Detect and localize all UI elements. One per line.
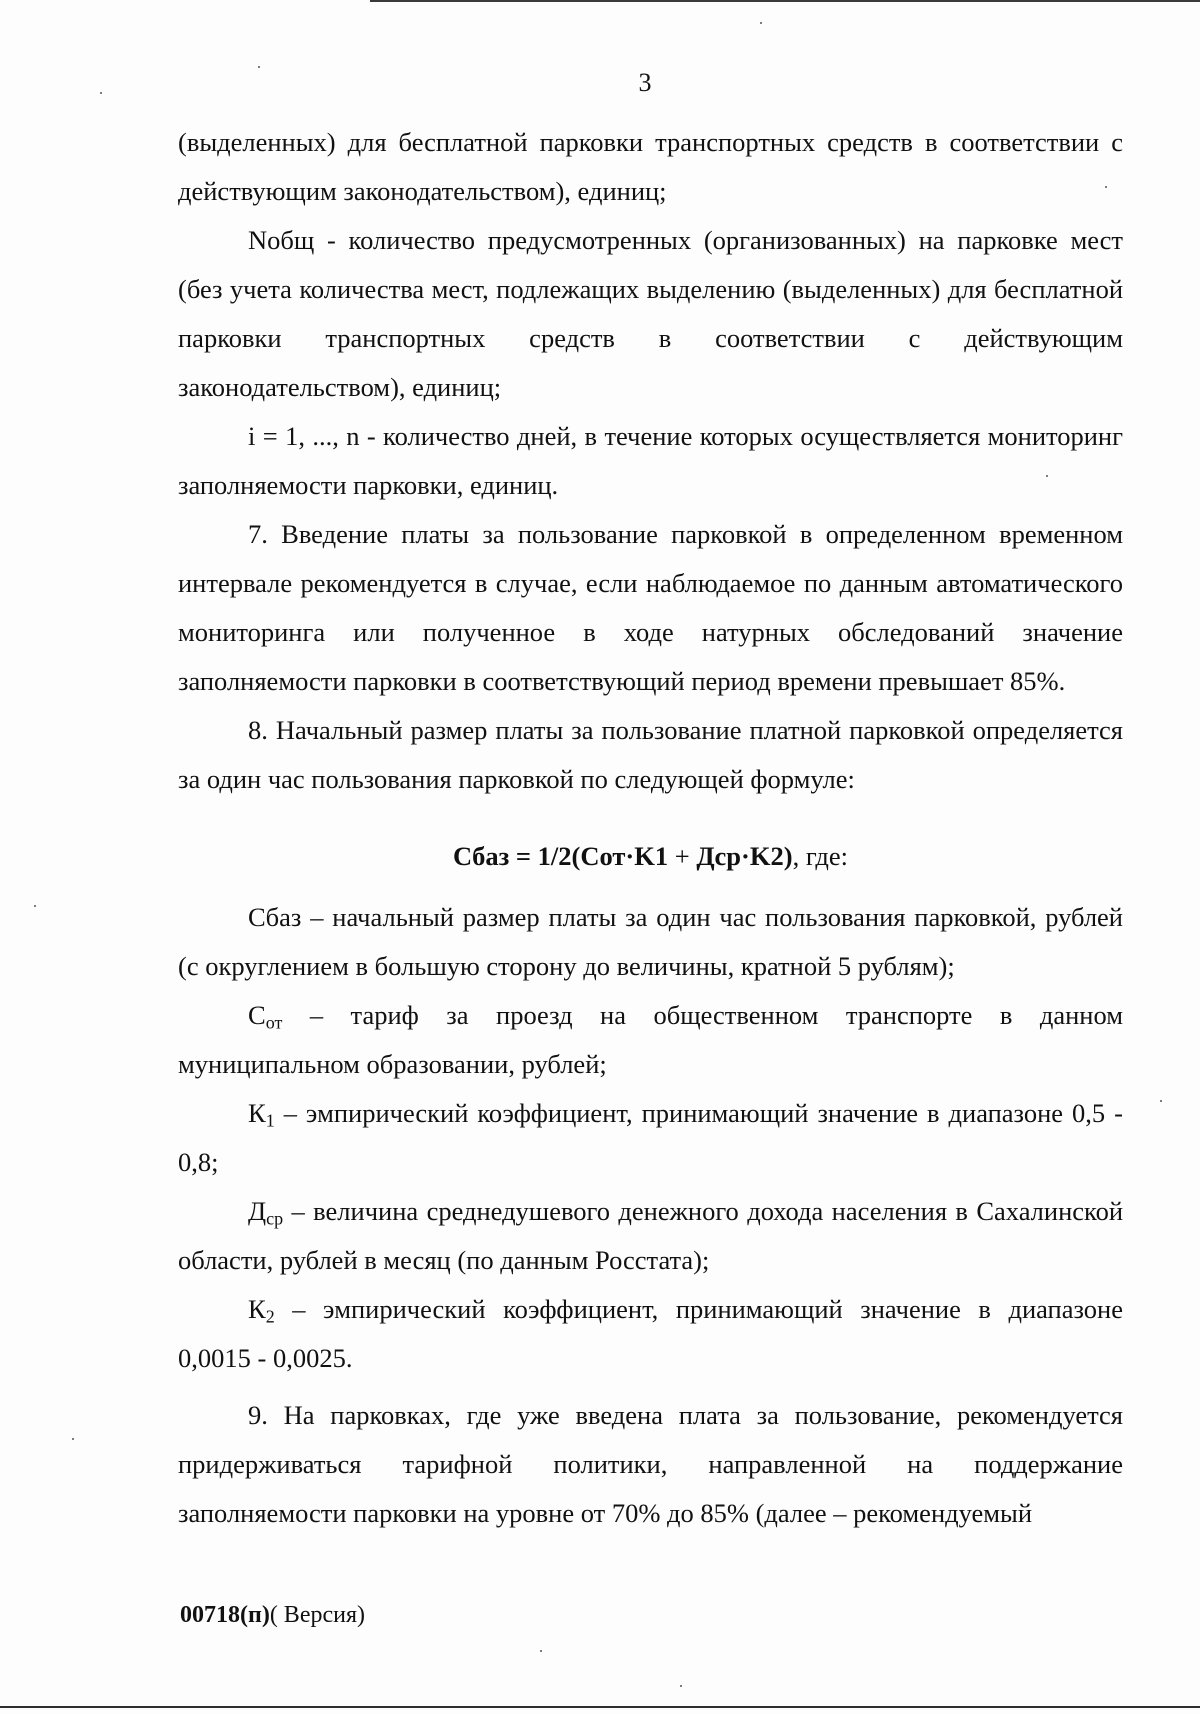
- definition-k1-symbol: К: [248, 1098, 266, 1128]
- formula-where: , где:: [792, 841, 849, 871]
- scan-edge-top: [370, 0, 1200, 2]
- page-number: 3: [638, 68, 652, 97]
- formula-c-base: Cбаз: [452, 841, 510, 871]
- definition-c-base-symbol: Cбаз: [248, 902, 302, 932]
- definition-k1-subscript: 1: [265, 1110, 275, 1131]
- paragraph-item-8: 8. Начальный размер платы за пользование платной парковкой определяется за один час пользования парковкой по следующей формуле:: [178, 715, 1123, 794]
- definition-c-ot-symbol: С: [248, 1000, 266, 1030]
- formula-dot-1: ·: [625, 841, 635, 871]
- scan-speck: [1046, 475, 1048, 477]
- definition-k2-text: – эмпирический коэффициент, принимающий значение в диапазоне 0,0015 - 0,0025.: [178, 1294, 1123, 1373]
- scan-speck: [72, 1438, 74, 1440]
- formula-plus: +: [668, 841, 697, 871]
- document-body: [178, 118, 1123, 1538]
- scan-speck: [258, 66, 260, 68]
- definition-c-ot-subscript: от: [265, 1012, 283, 1033]
- definition-d-sr-symbol: Д: [248, 1196, 267, 1226]
- definition-k2: [178, 1285, 1123, 1383]
- definition-d-sr-subscript: ср: [266, 1208, 284, 1229]
- definition-c-base-text: – начальный размер платы за один час пользования парковкой, рублей (с округлением в большую сторону до величины, кратной 5 рублям);: [178, 902, 1123, 981]
- definition-c-base: [178, 893, 1123, 991]
- scan-speck: [760, 22, 762, 24]
- scan-speck: [540, 1650, 542, 1652]
- definition-d-sr-text: – величина среднедушевого денежного дохода населения в Сахалинской области, рублей в месяц (по данным Росстата);: [178, 1196, 1123, 1275]
- definition-k1: [178, 1089, 1123, 1187]
- formula-dot-2: ·: [741, 841, 750, 871]
- definition-k2-subscript: 2: [265, 1306, 275, 1327]
- definition-c-ot: [178, 991, 1123, 1089]
- scan-speck: [680, 1685, 682, 1687]
- paragraph-item-7: 7. Введение платы за пользование парковкой в определенном временном интервале рекомендуется в случае, если наблюдаемое по данным автоматического мониторинга или полученное в ходе натурных обследований значение заполняемости парковки в соответствующий период времени превышает 85%.: [178, 519, 1123, 696]
- formula-d-sr: Дср: [696, 841, 742, 871]
- definition-c-ot-text: – тариф за проезд на общественном транспорте в данном муниципальном образовании, рублей;: [178, 1000, 1123, 1079]
- footer-version-label: ( Версия): [269, 1602, 365, 1628]
- scan-speck: [1160, 1100, 1162, 1102]
- formula-k1: K1: [634, 841, 669, 871]
- scan-edge-bottom: [0, 1706, 1200, 1708]
- definition-k1-text: – эмпирический коэффициент, принимающий значение в диапазоне 0,5 - 0,8;: [178, 1098, 1123, 1177]
- document-footer: [180, 1602, 365, 1629]
- footer-doc-code: 00718(п): [180, 1602, 270, 1628]
- formula-close: ): [783, 841, 793, 871]
- paragraph-n-total: Nобщ - количество предусмотренных (организованных) на парковке мест (без учета количества мест, подлежащих выделению (выделенных) для бесплатной парковки транспортных средств в соответствии с действующим законодательством), единиц;: [178, 225, 1123, 402]
- formula-equals-half: = 1/2(: [509, 841, 581, 871]
- paragraph-days: i = 1, ..., n - количество дней, в течение которых осуществляется мониторинг заполняемости парковки, единиц.: [178, 421, 1123, 500]
- scan-speck: [100, 92, 102, 94]
- base-fee-formula: [178, 832, 1123, 881]
- scan-speck: [34, 905, 36, 907]
- definition-d-sr: [178, 1187, 1123, 1285]
- scan-speck: [1105, 186, 1107, 188]
- formula-k2: K2: [749, 841, 784, 871]
- formula-c-ot: Cот: [580, 841, 626, 871]
- paragraph-continued: (выделенных) для бесплатной парковки транспортных средств в соответствии с действующим законодательством), единиц;: [178, 127, 1123, 206]
- definition-k2-symbol: К: [248, 1294, 266, 1324]
- paragraph-item-9: 9. На парковках, где уже введена плата за пользование, рекомендуется придерживаться тарифной политики, направленной на поддержание заполняемости парковки на уровне от 70% до 85% (далее – рекомендуемый: [178, 1400, 1123, 1528]
